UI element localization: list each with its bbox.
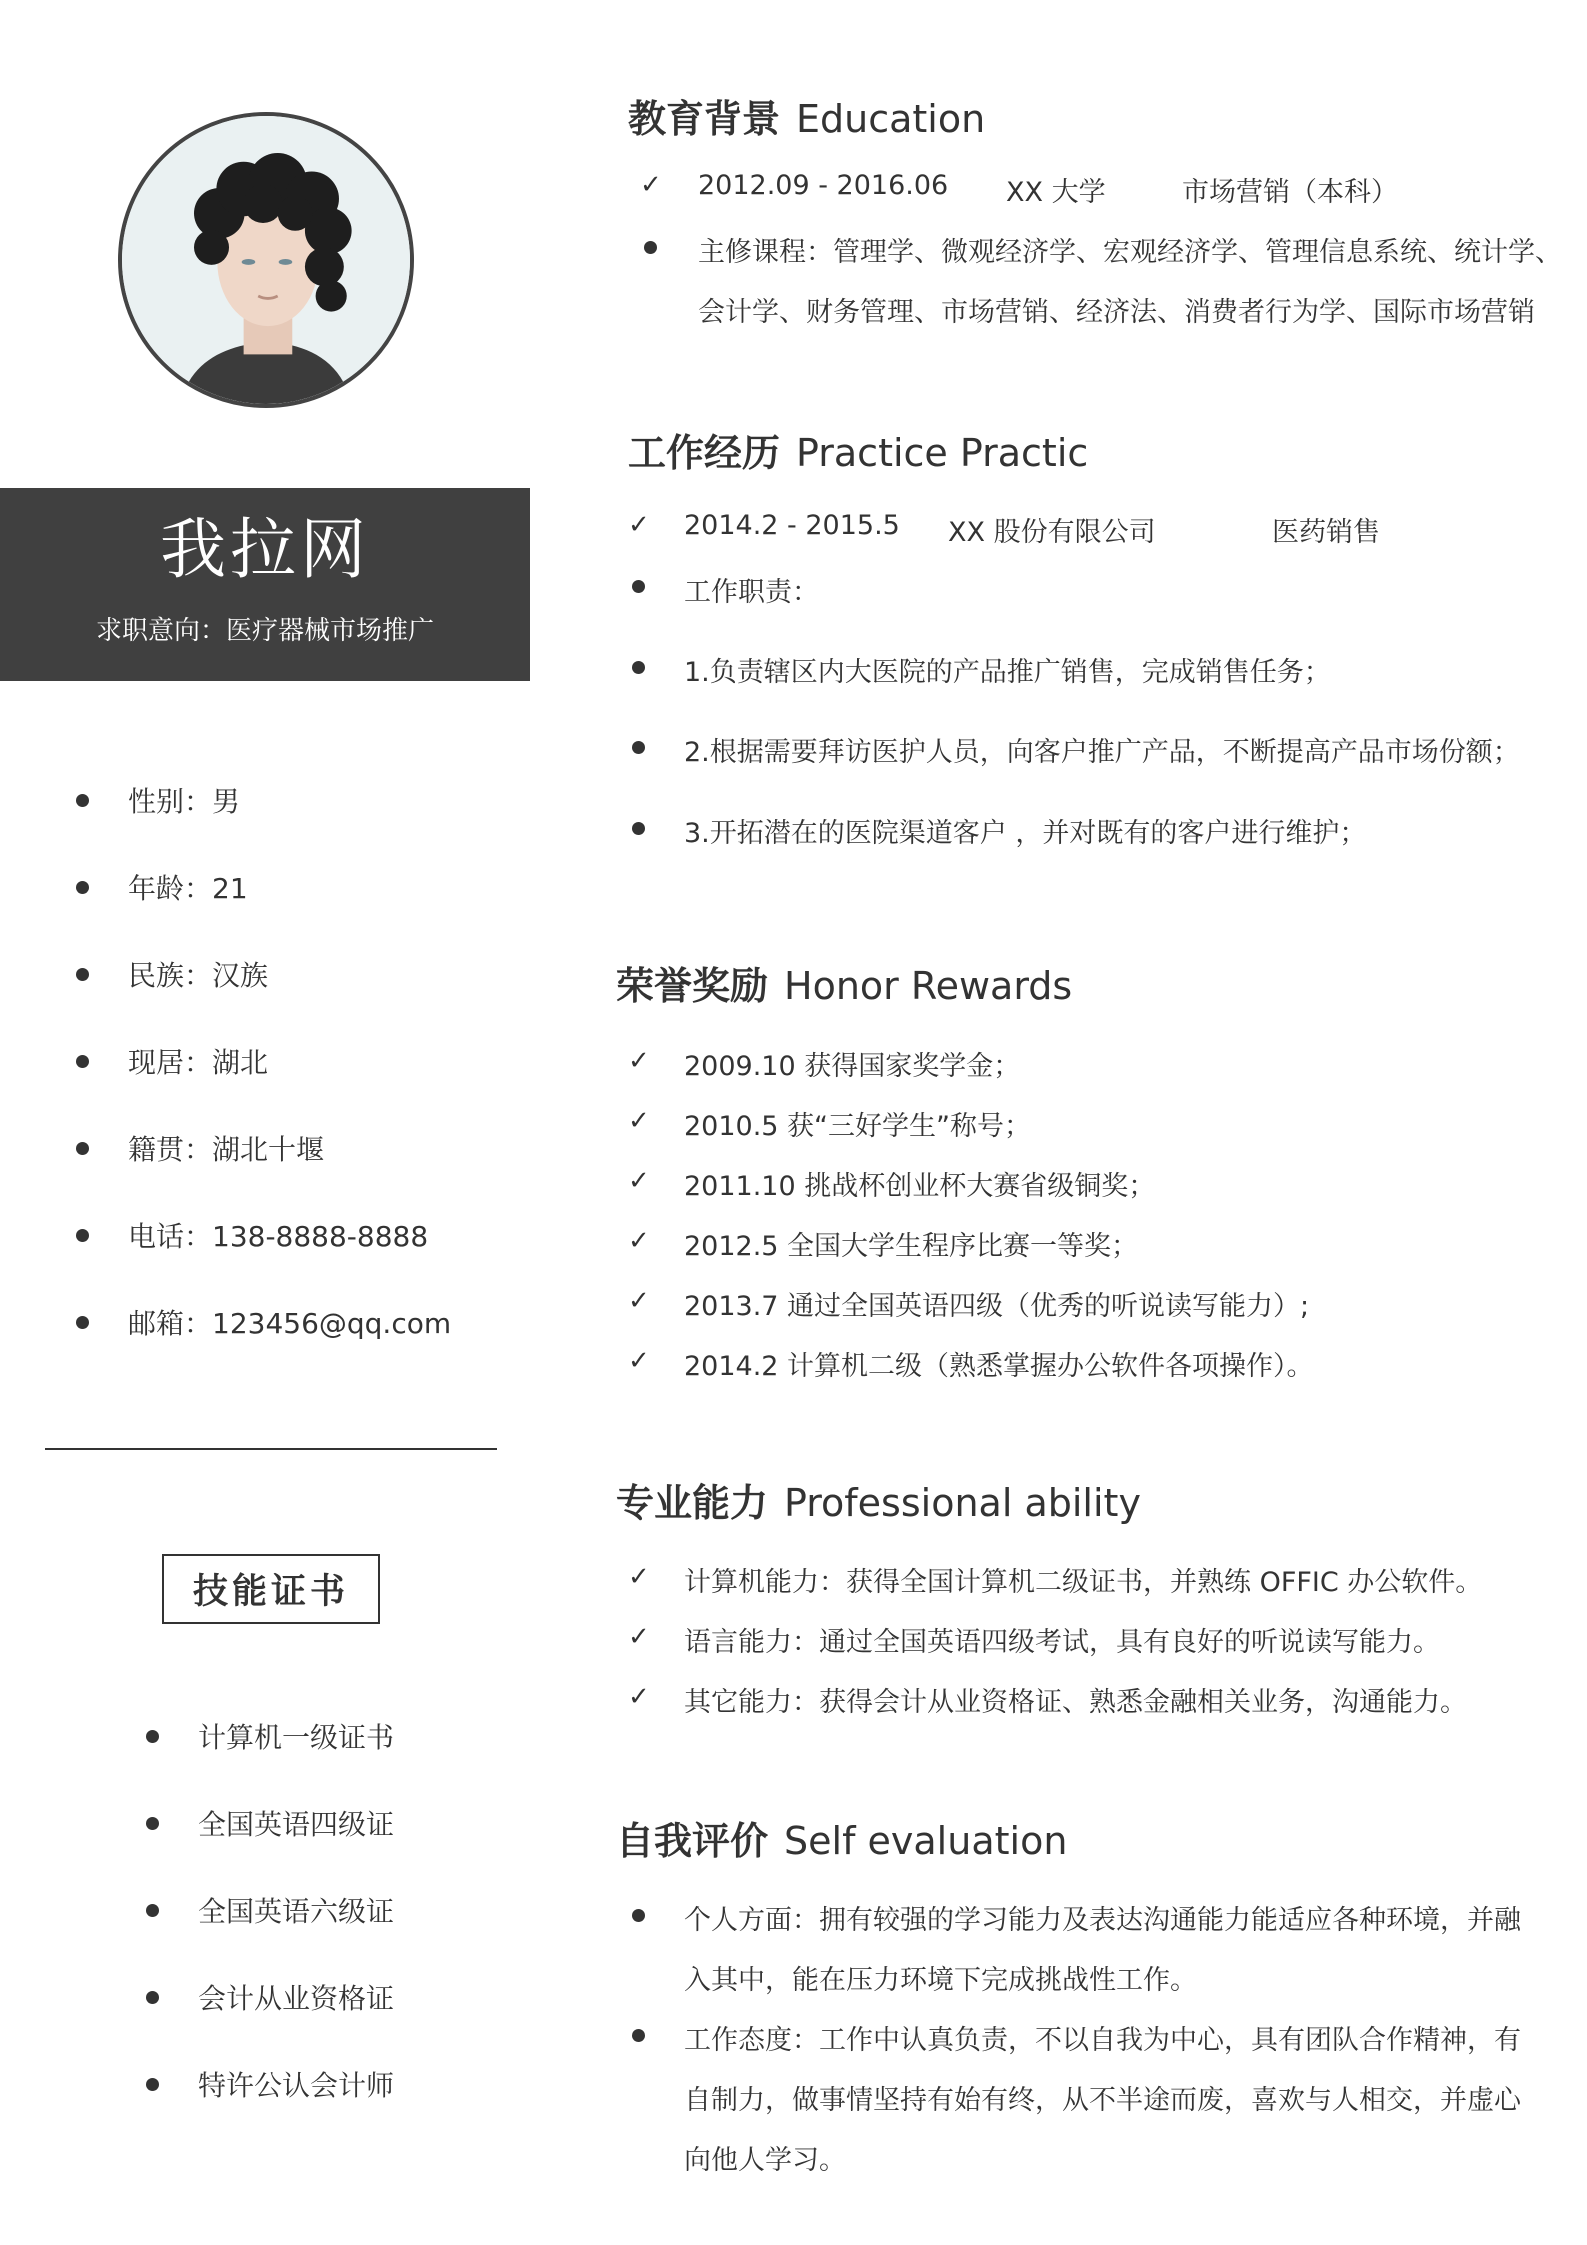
education-courses-line2: 会计学、财务管理、市场营销、经济法、消费者行为学、国际市场营销 bbox=[698, 297, 1535, 328]
work-duty-item: 1.负责辖区内大医院的产品推广销售，完成销售任务； bbox=[684, 657, 1331, 688]
left-divider bbox=[45, 1448, 497, 1450]
candidate-name: 我拉网 bbox=[160, 511, 370, 588]
bullet-dot-icon bbox=[632, 822, 645, 835]
bullet-dot-icon bbox=[146, 1817, 159, 1830]
education-school: XX 大学 bbox=[1006, 177, 1106, 208]
bullet-dot-icon bbox=[632, 741, 645, 754]
check-icon: ✓ bbox=[628, 1166, 650, 1196]
bullet-dot-icon bbox=[632, 1909, 645, 1922]
bullet-dot-icon bbox=[76, 881, 89, 894]
self-eval-personal-line2: 入其中，能在压力环境下完成挑战性工作。 bbox=[684, 1965, 1197, 1996]
work-duty-item: 3.开拓潜在的医院渠道客户 ，并对既有的客户进行维护； bbox=[684, 818, 1367, 849]
ability-item: 其它能力：获得会计从业资格证、熟悉金融相关业务，沟通能力。 bbox=[684, 1687, 1467, 1718]
honor-item: 2010.5 获“三好学生”称号； bbox=[684, 1111, 1032, 1142]
education-section-title: 教育背景 Education bbox=[628, 97, 986, 141]
bullet-dot-icon bbox=[146, 1730, 159, 1743]
honor-item: 2011.10 挑战杯创业杯大赛省级铜奖； bbox=[684, 1171, 1156, 1202]
honors-section-title: 荣誉奖励 Honor Rewards bbox=[616, 964, 1073, 1008]
bullet-dot-icon bbox=[632, 580, 645, 593]
self-eval-personal-line1: 个人方面：拥有较强的学习能力及表达沟通能力能适应各种环境，并融 bbox=[684, 1905, 1521, 1936]
work-duties-label: 工作职责： bbox=[684, 577, 819, 608]
bullet-dot-icon bbox=[76, 968, 89, 981]
check-icon: ✓ bbox=[628, 1682, 650, 1712]
check-icon: ✓ bbox=[628, 1106, 650, 1136]
bullet-dot-icon bbox=[644, 241, 657, 254]
check-icon: ✓ bbox=[628, 1562, 650, 1592]
education-major: 市场营销（本科） bbox=[1182, 177, 1398, 208]
honor-item: 2013.7 通过全国英语四级（优秀的听说读写能力）; bbox=[684, 1291, 1310, 1322]
honor-item: 2012.5 全国大学生程序比赛一等奖； bbox=[684, 1231, 1139, 1262]
avatar-photo bbox=[122, 116, 410, 404]
bullet-dot-icon bbox=[76, 1229, 89, 1242]
work-section-title: 工作经历 Practice Practic bbox=[628, 431, 1089, 475]
bullet-dot-icon bbox=[76, 794, 89, 807]
bullet-dot-icon bbox=[76, 1055, 89, 1068]
check-icon: ✓ bbox=[628, 1226, 650, 1256]
education-period: 2012.09 - 2016.06 bbox=[698, 170, 949, 201]
bullet-dot-icon bbox=[76, 1142, 89, 1155]
work-company: XX 股份有限公司 bbox=[948, 517, 1156, 548]
ability-section-title: 专业能力 Professional ability bbox=[616, 1481, 1141, 1525]
skills-title: 技能证书 bbox=[162, 1554, 380, 1624]
honor-item: 2014.2 计算机二级（熟悉掌握办公软件各项操作）。 bbox=[684, 1351, 1314, 1382]
check-icon: ✓ bbox=[628, 1622, 650, 1652]
check-icon: ✓ bbox=[628, 1286, 650, 1316]
work-period: 2014.2 - 2015.5 bbox=[684, 510, 900, 541]
check-icon: ✓ bbox=[628, 1346, 650, 1376]
self-eval-attitude-line2: 自制力，做事情坚持有始有终，从不半途而废，喜欢与人相交，并虚心 bbox=[684, 2085, 1521, 2116]
bullet-dot-icon bbox=[146, 1991, 159, 2004]
bullet-dot-icon bbox=[632, 661, 645, 674]
check-icon: ✓ bbox=[628, 510, 650, 540]
work-role: 医药销售 bbox=[1272, 517, 1380, 548]
honor-item: 2009.10 获得国家奖学金； bbox=[684, 1051, 1021, 1082]
bullet-dot-icon bbox=[146, 2078, 159, 2091]
self-eval-attitude-line3: 向他人学习。 bbox=[684, 2145, 846, 2176]
education-courses-line1: 主修课程：管理学、微观经济学、宏观经济学、管理信息系统、统计学、 bbox=[698, 237, 1562, 268]
check-icon: ✓ bbox=[640, 170, 662, 200]
avatar bbox=[118, 112, 414, 408]
bullet-dot-icon bbox=[76, 1316, 89, 1329]
work-row bbox=[684, 510, 1544, 546]
ability-item: 计算机能力：获得全国计算机二级证书，并熟练 OFFIC 办公软件。 bbox=[684, 1567, 1483, 1598]
self-eval-section-title: 自我评价 Self evaluation bbox=[616, 1819, 1068, 1863]
work-duty-item: 2.根据需要拜访医护人员，向客户推广产品，不断提高产品市场份额； bbox=[684, 737, 1520, 768]
bullet-dot-icon bbox=[146, 1904, 159, 1917]
self-eval-attitude-line1: 工作态度：工作中认真负责，不以自我为中心，具有团队合作精神，有 bbox=[684, 2025, 1521, 2056]
education-row bbox=[698, 170, 1548, 206]
job-intent: 求职意向：医疗器械市场推广 bbox=[95, 616, 434, 646]
name-band bbox=[0, 488, 530, 681]
check-icon: ✓ bbox=[628, 1046, 650, 1076]
ability-item: 语言能力：通过全国英语四级考试，具有良好的听说读写能力。 bbox=[684, 1627, 1440, 1658]
bullet-dot-icon bbox=[632, 2029, 645, 2042]
